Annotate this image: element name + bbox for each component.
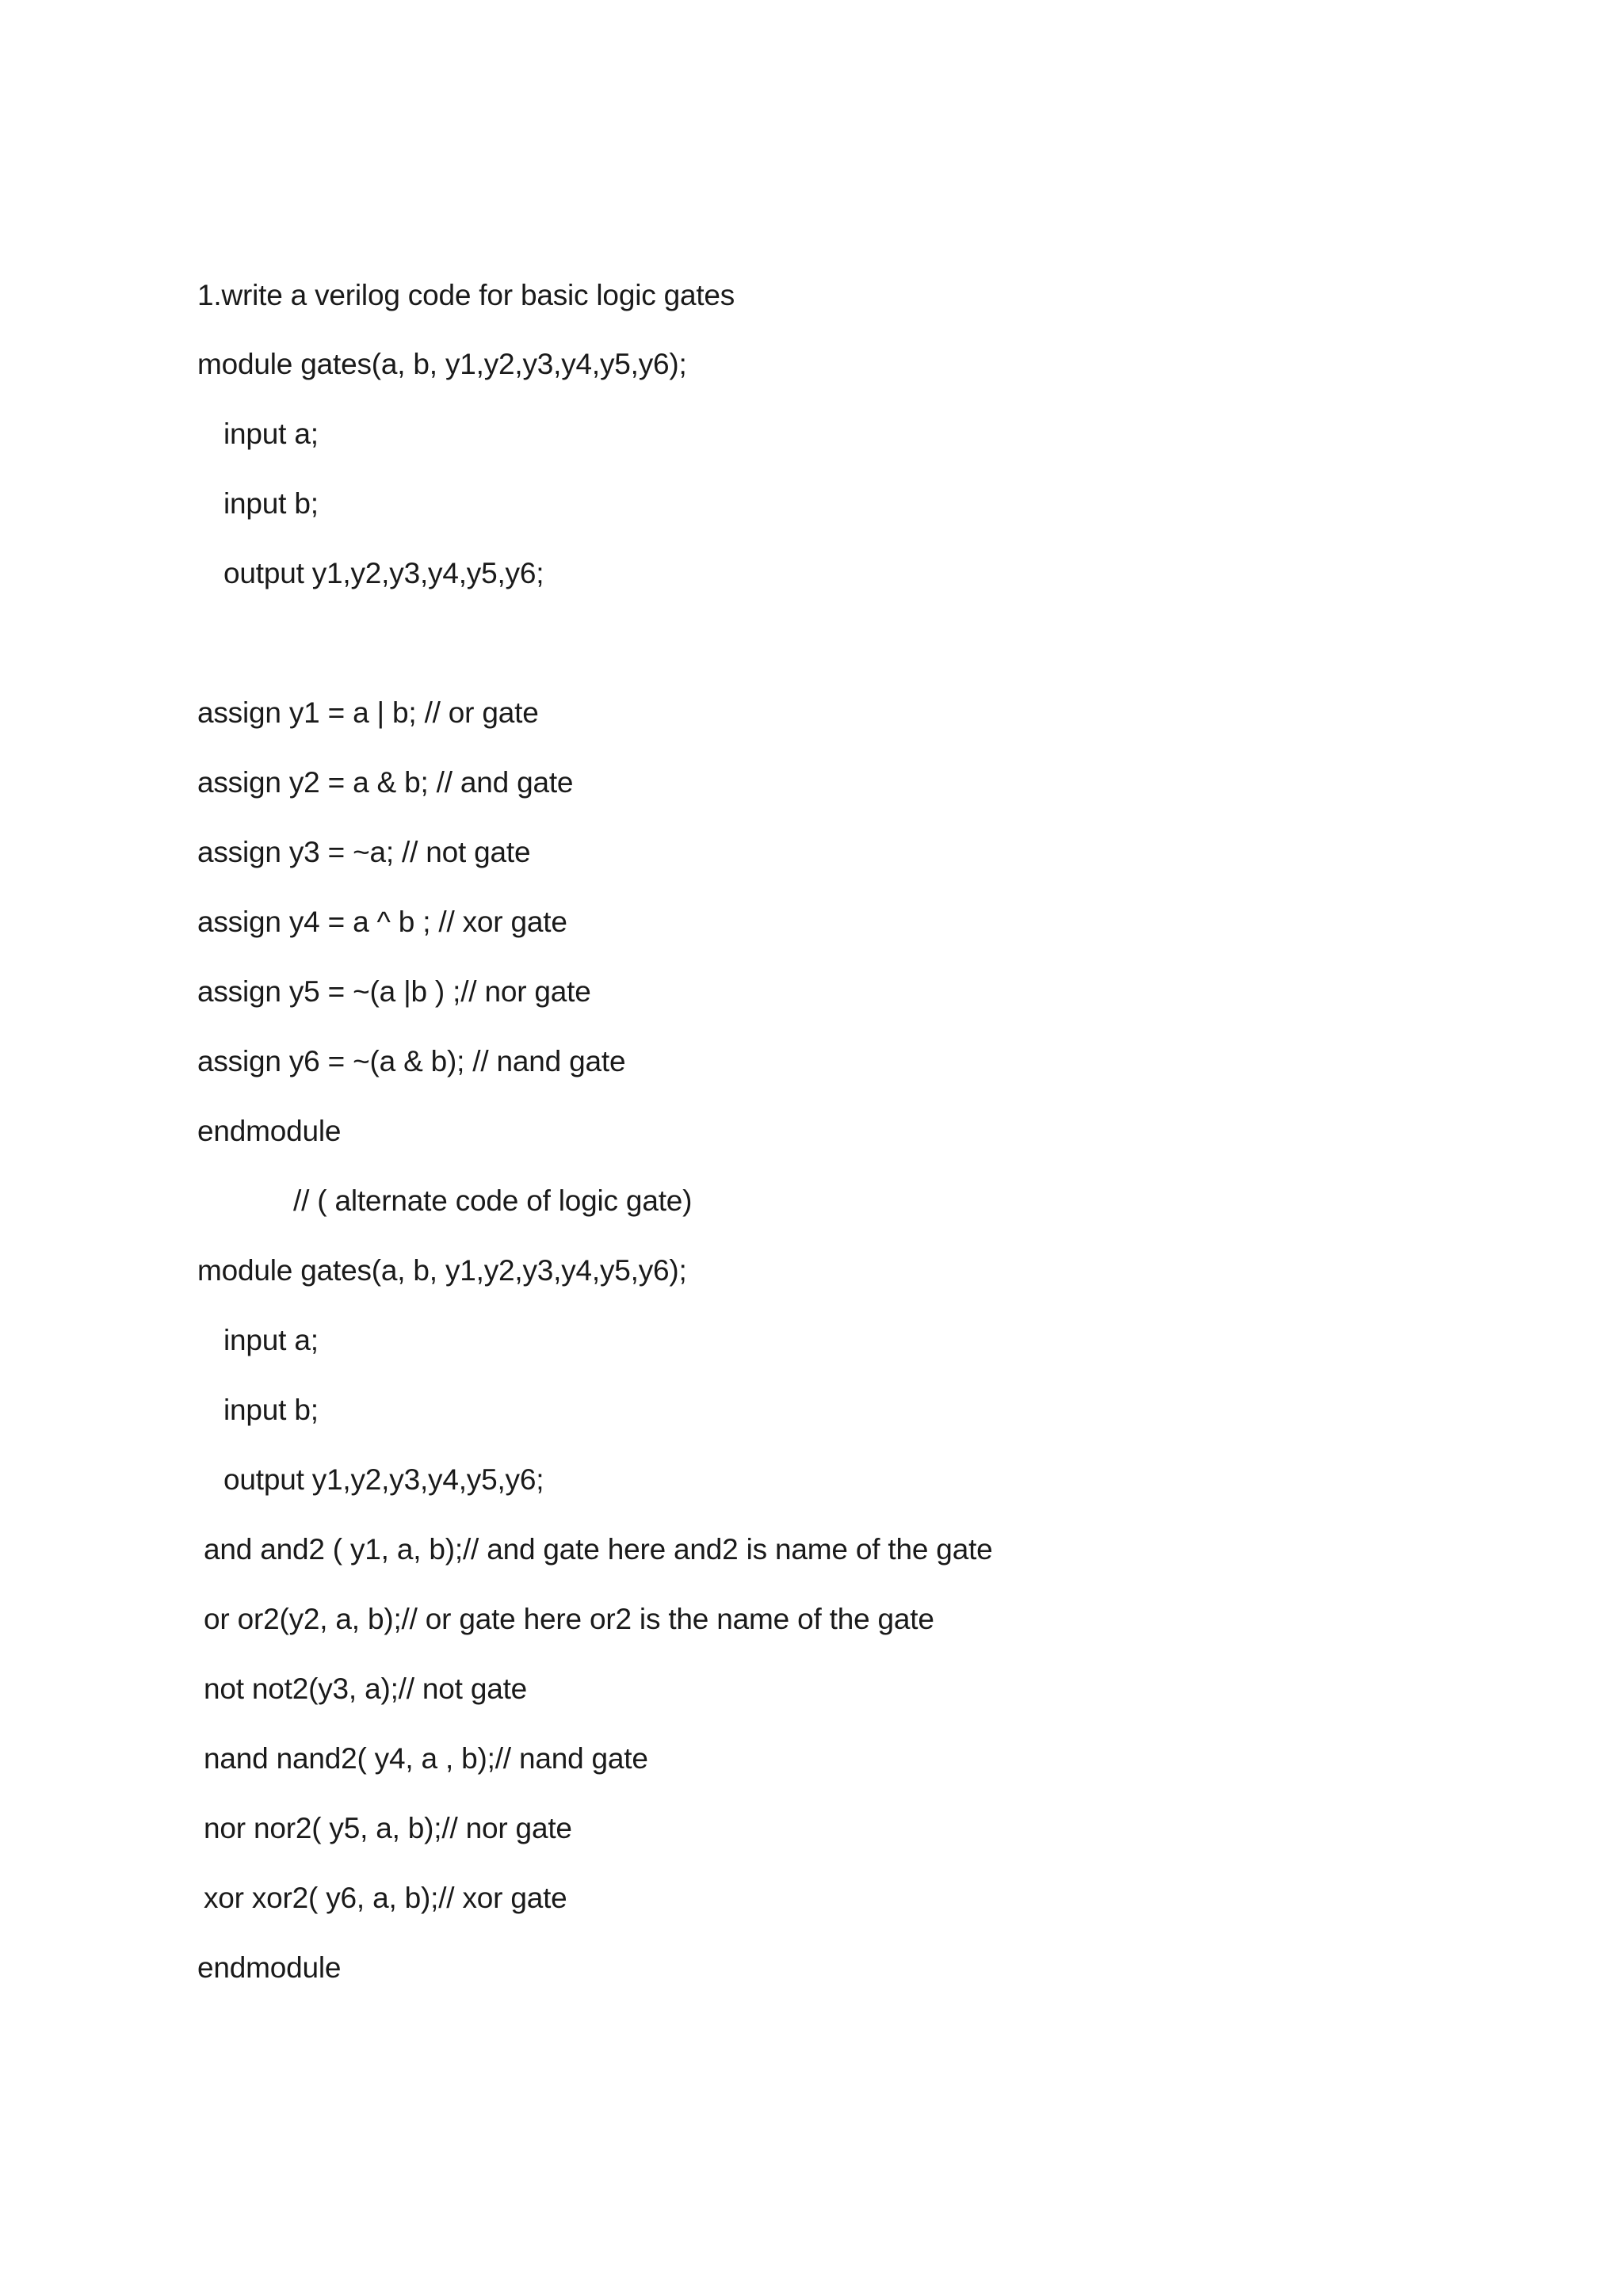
code-line: and and2 ( y1, a, b);// and gate here and2 is name of the gate <box>204 1533 993 1566</box>
code-line: input a; <box>223 418 319 450</box>
code-line: output y1,y2,y3,y4,y5,y6; <box>223 557 544 589</box>
code-line: assign y2 = a & b; // and gate <box>197 766 574 799</box>
code-line: assign y4 = a ^ b ; // xor gate <box>197 906 567 938</box>
code-line: xor xor2( y6, a, b);// xor gate <box>204 1882 567 1914</box>
code-line: input b; <box>223 1394 319 1426</box>
code-line: or or2(y2, a, b);// or gate here or2 is the name of the gate <box>204 1603 934 1635</box>
code-line: nor nor2( y5, a, b);// nor gate <box>204 1812 572 1844</box>
code-line: module gates(a, b, y1,y2,y3,y4,y5,y6); <box>197 348 687 380</box>
code-line: input a; <box>223 1324 319 1356</box>
code-line: endmodule <box>197 1951 342 1984</box>
code-line: input b; <box>223 487 319 520</box>
question-heading: 1.write a verilog code for basic logic gates <box>197 279 735 311</box>
code-line: assign y3 = ~a; // not gate <box>197 836 531 868</box>
code-comment: // ( alternate code of logic gate) <box>293 1184 693 1217</box>
code-line: assign y1 = a | b; // or gate <box>197 696 539 729</box>
code-line: output y1,y2,y3,y4,y5,y6; <box>223 1463 544 1496</box>
code-line: nand nand2( y4, a , b);// nand gate <box>204 1742 648 1775</box>
code-line: module gates(a, b, y1,y2,y3,y4,y5,y6); <box>197 1254 687 1287</box>
code-line: endmodule <box>197 1115 342 1147</box>
code-line: assign y6 = ~(a & b); // nand gate <box>197 1045 626 1077</box>
code-line: not not2(y3, a);// not gate <box>204 1672 528 1705</box>
code-line: assign y5 = ~(a |b ) ;// nor gate <box>197 975 591 1008</box>
